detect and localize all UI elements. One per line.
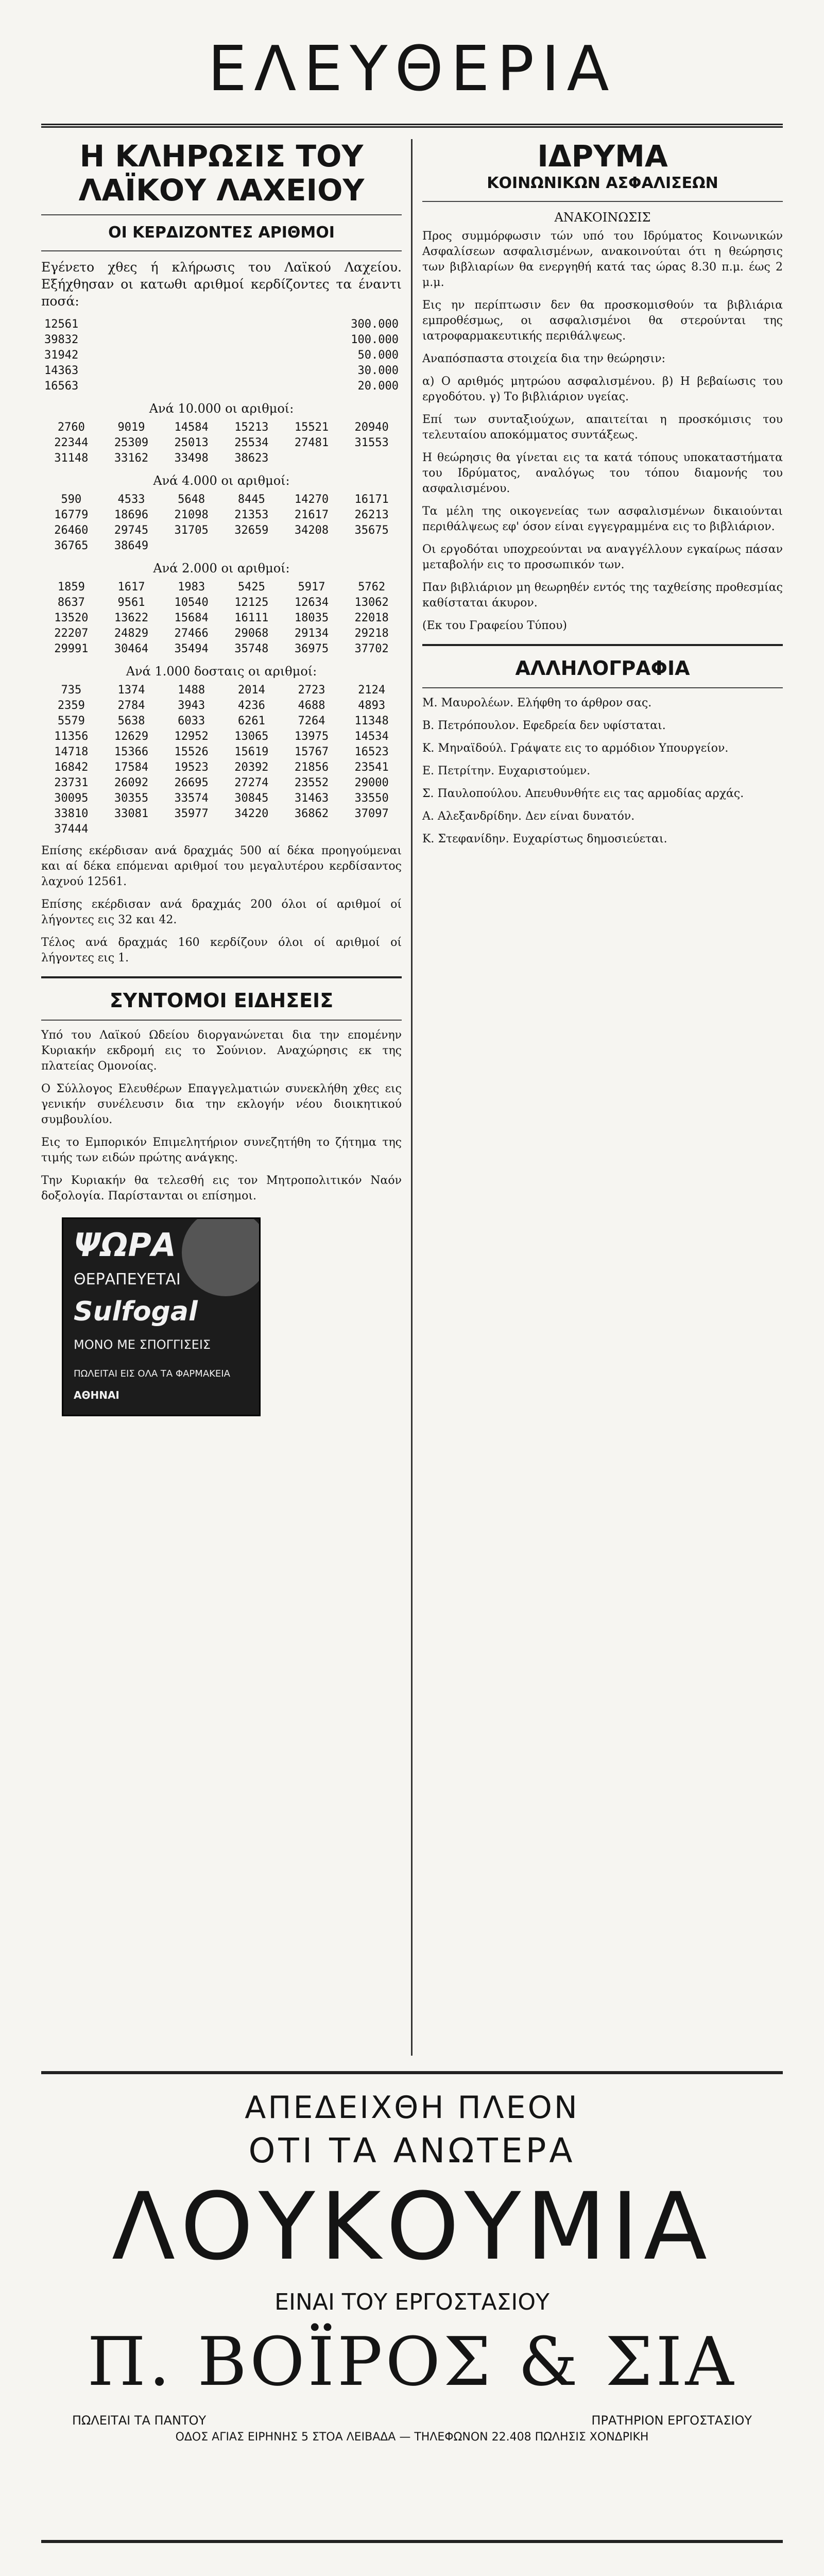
- correspondence-item: Μ. Μαυρολέων. Ελήφθη το άρθρον σας.: [422, 697, 652, 709]
- winning-number: 31553: [354, 436, 389, 449]
- short-news-paragraph: Ο Σύλλογος Ελευθέρων Επαγγελματιών συνεκλήθη χθες εις γενικήν συνέλευσιν δια την εκλογήν νέου διοικητικού συμβουλίου.: [41, 1082, 402, 1126]
- prize-amount: 50.000: [357, 349, 399, 362]
- winning-number: 33081: [114, 807, 149, 820]
- ad-usage-line: ΜΟΝΟ ΜΕ ΣΠΟΓΓΙΣΕΙΣ: [74, 1337, 211, 1352]
- prize-row: [41, 363, 402, 379]
- winning-number: 5917: [298, 581, 325, 594]
- announcement-paragraph: α) Ο αριθμός μητρώου ασφαλισμένου. β) Η βεβαίωσις του εργοδότου. γ) Το βιβλιάριον υγείας.: [422, 375, 783, 403]
- divider: [41, 214, 402, 215]
- group2-numbers: [41, 492, 402, 554]
- divider: [422, 644, 783, 646]
- prize-amount: 30.000: [357, 364, 399, 377]
- winning-number: 16779: [54, 509, 89, 521]
- winning-number: 5579: [57, 715, 85, 727]
- announcement-paragraph: Εις ην περίπτωσιν δεν θα προσκομισθούν τα βιβλιάρια εμπροθέσμως, οι ασφαλισμένοι θα στερούνται της ιατροφαρμακευτικής περιθάλψεως.: [422, 299, 783, 343]
- winning-number: 16523: [354, 745, 389, 758]
- winning-number: 20392: [234, 761, 269, 774]
- ad-address-row: [72, 2413, 752, 2428]
- winning-number: 26213: [354, 509, 389, 521]
- winning-number: 13062: [354, 596, 389, 609]
- winning-number: 11356: [54, 730, 89, 743]
- winning-number: 2760: [57, 421, 85, 434]
- divider: [422, 687, 783, 688]
- announcement-paragraph: Τα μέλη της οικογενείας των ασφαλισμένων δικαιούνται περιθάλψεως εφ' όσον είναι εγγεγραμμένα εις το βιβλιάριον.: [422, 505, 783, 533]
- winning-number: 5762: [358, 581, 386, 594]
- divider: [41, 976, 402, 978]
- winning-number: 13520: [54, 612, 89, 624]
- winning-number: 23541: [354, 761, 389, 774]
- lottery-intro: Εγένετο χθες ή κλήρωσις του Λαϊκού Λαχείου. Εξήχθησαν οι κατωθι αριθμοί κερδίζοντες τα έναντι ποσά:: [41, 260, 402, 309]
- winning-number: 33550: [354, 792, 389, 805]
- winning-number: 31705: [174, 524, 209, 537]
- lottery-note-3: Τέλος ανά δραχμάς 160 κερδίζουν όλοι οί αριθμοί οί λήγοντες εις 1.: [41, 936, 402, 964]
- winning-number: 19523: [174, 761, 209, 774]
- winning-number: 32659: [234, 524, 269, 537]
- masthead: [41, 21, 783, 128]
- prize-row: [41, 317, 402, 332]
- winning-number: 27481: [294, 436, 329, 449]
- group3-numbers: [41, 580, 402, 657]
- right-column: [422, 139, 783, 854]
- winning-number: 27274: [234, 776, 269, 789]
- winning-number: 35675: [354, 524, 389, 537]
- winning-number: 14718: [54, 745, 89, 758]
- winning-number: 9019: [117, 421, 145, 434]
- prize-row: [41, 348, 402, 363]
- ad-product-name: ΛΟΥΚΟΥΜΙΑ: [112, 2173, 712, 2281]
- prize-number: 14363: [44, 364, 79, 377]
- winning-number: 31463: [294, 792, 329, 805]
- winning-number: 22207: [54, 627, 89, 640]
- winning-number: 14270: [294, 493, 329, 506]
- winning-number: 31148: [54, 452, 89, 465]
- winning-number: 35494: [174, 642, 209, 655]
- winning-number: 26695: [174, 776, 209, 789]
- winning-number: 16111: [234, 612, 269, 624]
- lottery-subhead: ΟΙ ΚΕΡΔΙΖΟΝΤΕΣ ΑΡΙΘΜΟΙ: [108, 224, 335, 242]
- winning-number: 18696: [114, 509, 149, 521]
- winning-number: 20940: [354, 421, 389, 434]
- group1-label: Ανά 10.000 οι αριθμοί:: [149, 401, 294, 416]
- winning-number: 12629: [114, 730, 149, 743]
- winning-number: 2014: [237, 684, 265, 697]
- winning-number: 15213: [234, 421, 269, 434]
- winning-number: 4688: [298, 699, 325, 712]
- winning-number: 4893: [358, 699, 386, 712]
- winning-number: 7264: [298, 715, 325, 727]
- winning-number: 1374: [117, 684, 145, 697]
- winning-number: 36765: [54, 539, 89, 552]
- prize-number: 39832: [44, 333, 79, 346]
- winning-number: 37444: [54, 823, 89, 836]
- winning-number: 22018: [354, 612, 389, 624]
- winning-number: 1859: [57, 581, 85, 594]
- winning-number: 22344: [54, 436, 89, 449]
- announcement-paragraph: Οι εργοδόται υποχρεούνται να αναγγέλλουν εγκαίρως πάσαν μεταβολήν εις το προσωπικόν των.: [422, 543, 783, 571]
- short-news-headline: ΣΥΝΤΟΜΟΙ ΕΙΔΗΣΕΙΣ: [109, 989, 334, 1012]
- ad-word-cured: ΘΕΡΑΠΕΥΕΤΑΙ: [74, 1270, 181, 1289]
- announcement-paragraph: (Εκ του Γραφείου Τύπου): [422, 619, 567, 632]
- winning-number: 6033: [178, 715, 205, 727]
- winning-number: 33162: [114, 452, 149, 465]
- group2-label: Ανά 4.000 οι αριθμοί:: [153, 473, 290, 488]
- winning-number: 16171: [354, 493, 389, 506]
- ad-brand-sulfogal: Sulfogal: [74, 1296, 198, 1327]
- correspondence-item: Κ. Μηναϊδούλ. Γράψατε εις το αρμόδιον Υπουργείον.: [422, 742, 729, 755]
- ad-line-factory: ΕΙΝΑΙ ΤΟΥ ΕΡΓΟΣΤΑΣΙΟΥ: [274, 2289, 550, 2315]
- winning-number: 15366: [114, 745, 149, 758]
- lottery-headline: Η ΚΛΗΡΩΣΙΣ ΤΟΥ ΛΑΪΚΟΥ ΛΑΧΕΙΟΥ: [78, 139, 365, 208]
- winning-number: 27466: [174, 627, 209, 640]
- divider: [422, 201, 783, 202]
- winning-number: 21617: [294, 509, 329, 521]
- winning-number: 36975: [294, 642, 329, 655]
- ad-sold-everywhere: ΠΩΛΕΙΤΑΙ ΤΑ ΠΑΝΤΟΥ: [72, 2413, 207, 2428]
- divider: [41, 250, 402, 251]
- loukoumia-advertisement: [41, 2071, 783, 2528]
- winning-number: 9561: [117, 596, 145, 609]
- ad-city: ΑΘΗΝΑΙ: [74, 1389, 119, 1401]
- left-column: [41, 139, 402, 1421]
- announcement-paragraph: Προς συμμόρφωσιν τών υπό του Ιδρύματος Κοινωνικών Ασφαλίσεων ασφαλισμένων, ανακοινούται ότι η θεώρησις των βιβλιαρίων θα ενεργηθή κατά τας ώρας 8.30 π.μ. έως 2 μ.μ.: [422, 230, 783, 289]
- winning-number: 13622: [114, 612, 149, 624]
- winning-number: 25309: [114, 436, 149, 449]
- winning-number: 25534: [234, 436, 269, 449]
- winning-number: 5638: [117, 715, 145, 727]
- ad-company-name: Π. ΒΟΪΡΟΣ & ΣΙΑ: [87, 2323, 737, 2401]
- newspaper-title: ΕΛΕΥΘΕΡΙΑ: [208, 33, 616, 105]
- winning-number: 33574: [174, 792, 209, 805]
- column-divider: [411, 139, 413, 2056]
- ad-word-psora: ΨΩΡΑ: [74, 1226, 176, 1264]
- prize-amount: 100.000: [351, 333, 399, 346]
- winning-number: 14534: [354, 730, 389, 743]
- winning-number: 2784: [117, 699, 145, 712]
- winning-number: 1983: [178, 581, 205, 594]
- psora-advertisement: [62, 1217, 261, 1416]
- winning-number: 12125: [234, 596, 269, 609]
- winning-number: 6261: [237, 715, 265, 727]
- winning-number: 35748: [234, 642, 269, 655]
- foundation-headline: ΙΔΡΥΜΑ: [537, 139, 668, 174]
- winning-number: 29000: [354, 776, 389, 789]
- winning-number: 15767: [294, 745, 329, 758]
- winning-number: 34208: [294, 524, 329, 537]
- lottery-note-2: Επίσης εκέρδισαν ανά δραχμάς 200 όλοι οί αριθμοί οί λήγοντες εις 32 και 42.: [41, 898, 402, 926]
- winning-number: 590: [61, 493, 82, 506]
- winning-number: 3943: [178, 699, 205, 712]
- correspondence-item: Ε. Πετρίτην. Ευχαριστούμεν.: [422, 765, 591, 777]
- winning-number: 5425: [237, 581, 265, 594]
- winning-number: 12952: [174, 730, 209, 743]
- winning-number: 30095: [54, 792, 89, 805]
- winning-number: 25013: [174, 436, 209, 449]
- winning-number: 13065: [234, 730, 269, 743]
- ad-splash-graphic: [182, 1217, 261, 1296]
- prize-amount: 300.000: [351, 318, 399, 331]
- winning-number: 13975: [294, 730, 329, 743]
- announcement-paragraph: Επί των συνταξιούχων, απαιτείται η προσκόμισις του τελευταίου αποκόμματος συντάξεως.: [422, 413, 783, 442]
- ad-line-superior: ΟΤΙ ΤΑ ΑΝΩΤΕΡΑ: [248, 2131, 576, 2171]
- winning-number: 21353: [234, 509, 269, 521]
- short-news-paragraph: Υπό του Λαϊκού Ωδείου διοργανώνεται δια την επομένην Κυριακήν εκδρομή εις το Σούνιον. Αναχώρησις εκ της πλατείας Ομονοίας.: [41, 1029, 402, 1073]
- top-prizes-table: [41, 317, 402, 394]
- group1-numbers: [41, 420, 402, 466]
- winning-number: 24829: [114, 627, 149, 640]
- ad-address-phone: ΟΔΟΣ ΑΓΙΑΣ ΕΙΡΗΝΗΣ 5 ΣΤΟΑ ΛΕΙΒΑΔΑ — ΤΗΛΕΦΩΝΟΝ 22.408 ΠΩΛΗΣΙΣ ΧΟΝΔΡΙΚΗ: [175, 2431, 649, 2444]
- ta-nea-advertisement: [41, 2540, 783, 2576]
- winning-number: 33810: [54, 807, 89, 820]
- winning-number: 29068: [234, 627, 269, 640]
- foundation-subhead: ΚΟΙΝΩΝΙΚΩΝ ΑΣΦΑΛΙΣΕΩΝ: [487, 174, 718, 192]
- winning-number: 36862: [294, 807, 329, 820]
- winning-number: 29991: [54, 642, 89, 655]
- winning-number: 15619: [234, 745, 269, 758]
- correspondence-headline: ΑΛΛΗΛΟΓΡΑΦΙΑ: [515, 657, 690, 680]
- winning-number: 2124: [358, 684, 386, 697]
- winning-number: 5648: [178, 493, 205, 506]
- winning-number: 1617: [117, 581, 145, 594]
- winning-number: 8445: [237, 493, 265, 506]
- winning-number: 29134: [294, 627, 329, 640]
- winning-number: 26460: [54, 524, 89, 537]
- announcement-label: ΑΝΑΚΟΙΝΩΣΙΣ: [554, 210, 651, 225]
- winning-number: 2723: [298, 684, 325, 697]
- group4-numbers: [41, 683, 402, 837]
- announcement-paragraph: Η θεώρησις θα γίνεται εις τα κατά τόπους υποκαταστήματα του Ιδρύματος, αναλόγως του τόπου διαμονής του ασφαλισμένου.: [422, 451, 783, 495]
- winning-number: 10540: [174, 596, 209, 609]
- winning-number: 23552: [294, 776, 329, 789]
- winning-number: 1488: [178, 684, 205, 697]
- winning-number: 34220: [234, 807, 269, 820]
- ad-sales-line: ΠΩΛΕΙΤΑΙ ΕΙΣ ΟΛΑ ΤΑ ΦΑΡΜΑΚΕΙΑ: [74, 1368, 230, 1379]
- winning-number: 4533: [117, 493, 145, 506]
- winning-number: 21098: [174, 509, 209, 521]
- prize-number: 16563: [44, 380, 79, 393]
- prize-row: [41, 379, 402, 394]
- winning-number: 11348: [354, 715, 389, 727]
- winning-number: 15521: [294, 421, 329, 434]
- winning-number: 2359: [57, 699, 85, 712]
- winning-number: 26092: [114, 776, 149, 789]
- winning-number: 30845: [234, 792, 269, 805]
- winning-number: 14584: [174, 421, 209, 434]
- lottery-note-1: Επίσης εκέρδισαν ανά δραχμάς 500 αί δέκα προηγούμεναι και αί δέκα επόμεναι αριθμοί του μεγαλυτέρου κερδίσαντος λαχνού 12561.: [41, 844, 402, 888]
- winning-number: 29218: [354, 627, 389, 640]
- winning-number: 21856: [294, 761, 329, 774]
- winning-number: 38623: [234, 452, 269, 465]
- winning-number: 12634: [294, 596, 329, 609]
- winning-number: 735: [61, 684, 82, 697]
- announcement-paragraph: Αναπόσπαστα στοιχεία δια την θεώρησιν:: [422, 352, 666, 365]
- winning-number: 29745: [114, 524, 149, 537]
- winning-number: 18035: [294, 612, 329, 624]
- short-news-paragraph: Εις το Εμπορικόν Επιμελητήριον συνεζητήθη το ζήτημα της τιμής των ειδών πρώτης ανάγκης.: [41, 1136, 402, 1164]
- winning-number: 38649: [114, 539, 149, 552]
- group4-label: Ανά 1.000 δοσταις οι αριθμοί:: [126, 664, 317, 679]
- short-news-paragraph: Την Κυριακήν θα τελεσθή εις τον Μητροπολιτικόν Ναόν δοξολογία. Παρίστανται οι επίσημοι.: [41, 1174, 402, 1202]
- winning-number: 37097: [354, 807, 389, 820]
- winning-number: 23731: [54, 776, 89, 789]
- winning-number: 35977: [174, 807, 209, 820]
- ad-line-proven: ΑΠΕΔΕΙΧΘΗ ΠΛΕΟΝ: [245, 2090, 579, 2126]
- winning-number: 16842: [54, 761, 89, 774]
- correspondence-item: Κ. Στεφανίδην. Ευχαρίστως δημοσιεύεται.: [422, 833, 667, 845]
- prize-number: 31942: [44, 349, 79, 362]
- prize-row: [41, 332, 402, 348]
- winning-number: 30355: [114, 792, 149, 805]
- correspondence-item: Β. Πετρόπουλον. Εφεδρεία δεν υφίσταται.: [422, 719, 666, 732]
- winning-number: 4236: [237, 699, 265, 712]
- ad-factory-shop: ΠΡΑΤΗΡΙΟΝ ΕΡΓΟΣΤΑΣΙΟΥ: [591, 2413, 752, 2428]
- winning-number: 15526: [174, 745, 209, 758]
- winning-number: 30464: [114, 642, 149, 655]
- announcement-paragraph: Παν βιβλιάριον μη θεωρηθέν εντός της ταχθείσης προθεσμίας καθίσταται άκυρον.: [422, 581, 783, 609]
- winning-number: 17584: [114, 761, 149, 774]
- prize-amount: 20.000: [357, 380, 399, 393]
- winning-number: 8637: [57, 596, 85, 609]
- winning-number: 37702: [354, 642, 389, 655]
- correspondence-item: Α. Αλεξανδρίδην. Δεν είναι δυνατόν.: [422, 810, 635, 823]
- prize-number: 12561: [44, 318, 79, 331]
- correspondence-item: Σ. Παυλοπούλου. Απευθυνθήτε εις τας αρμοδίας αρχάς.: [422, 787, 744, 800]
- divider: [41, 1020, 402, 1021]
- group3-label: Ανά 2.000 οι αριθμοί:: [153, 561, 290, 575]
- winning-number: 33498: [174, 452, 209, 465]
- winning-number: 15684: [174, 612, 209, 624]
